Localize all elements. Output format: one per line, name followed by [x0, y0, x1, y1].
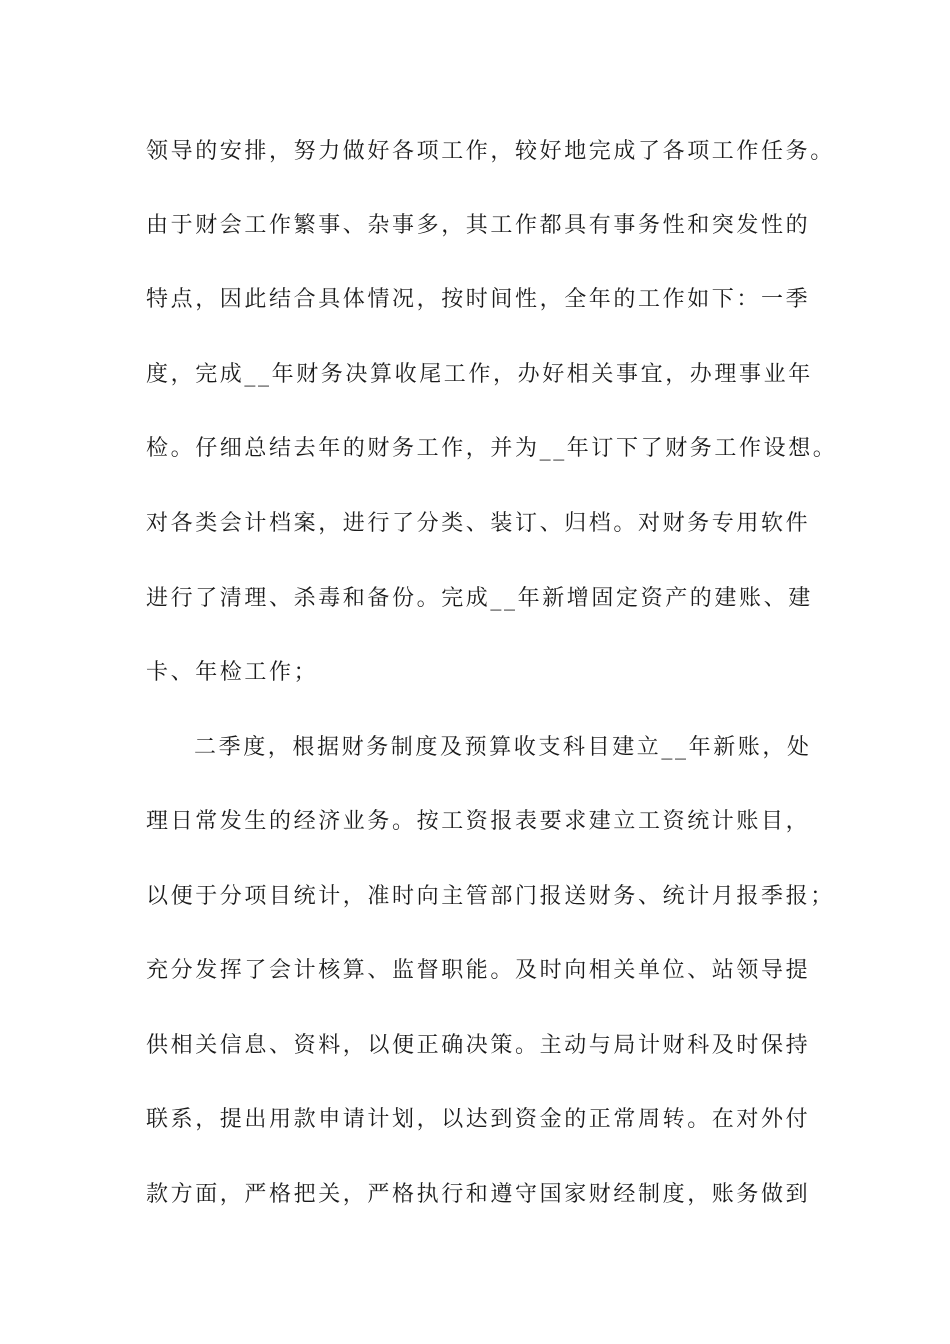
- text-line-10: 理日常发生的经济业务。按工资报表要求建立工资统计账目，: [146, 809, 811, 834]
- text-line-7: 进行了清理、杀毒和备份。完成__年新增固定资产的建账、建: [146, 586, 813, 611]
- text-line-5: 检。仔细总结去年的财务工作，并为__年订下了财务工作设想。: [146, 436, 838, 461]
- text-line-12: 充分发挥了会计核算、监督职能。及时向相关单位、站领导提: [146, 958, 811, 983]
- text-line-8: 卡、年检工作；: [146, 660, 319, 685]
- text-line-4: 度，完成__年财务决算收尾工作，办好相关事宜，办理事业年: [146, 362, 813, 387]
- text-line-3: 特点，因此结合具体情况，按时间性，全年的工作如下：一季: [146, 287, 811, 312]
- text-line-14: 联系，提出用款申请计划，以达到资金的正常周转。在对外付: [146, 1107, 811, 1132]
- text-line-11: 以便于分项目统计，准时向主管部门报送财务、统计月报季报；: [146, 884, 835, 909]
- text-line-13: 供相关信息、资料，以便正确决策。主动与局计财科及时保持: [146, 1033, 811, 1058]
- text-line-15: 款方面，严格把关，严格执行和遵守国家财经制度，账务做到: [146, 1182, 811, 1207]
- text-line-2: 由于财会工作繁事、杂事多，其工作都具有事务性和突发性的: [146, 213, 811, 238]
- text-line-6: 对各类会计档案，进行了分类、装订、归档。对财务专用软件: [146, 511, 811, 536]
- paragraph-2-first-line: 二季度，根据财务制度及预算收支科目建立__年新账，处: [194, 735, 812, 760]
- text-line-1: 领导的安排，努力做好各项工作，较好地完成了各项工作任务。: [146, 139, 835, 164]
